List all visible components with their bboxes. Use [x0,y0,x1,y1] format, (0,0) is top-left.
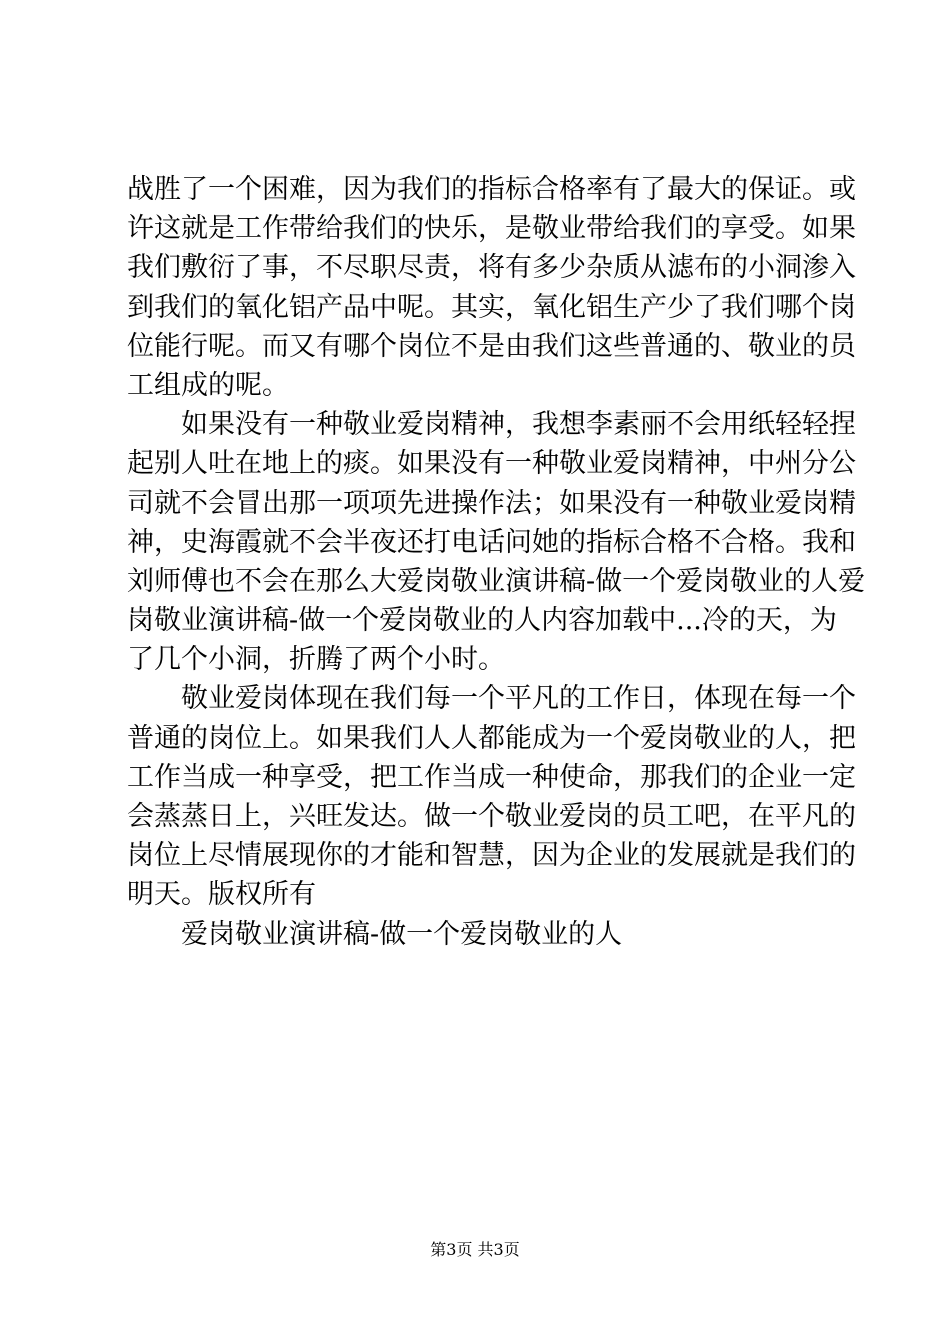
text-line: 明天。版权所有 [127,879,316,911]
text-line: 刘师傅也不会在那么大爱岗敬业演讲稿-做一个爱岗敬业的人爱 [127,565,866,597]
document-body [127,170,866,954]
text-line: 工作当成一种享受，把工作当成一种使命，那我们的企业一定 [127,761,856,793]
paragraph [127,679,856,914]
text-line: 普通的岗位上。如果我们人人都能成为一个爱岗敬业的人，把 [127,722,856,754]
text-line: 位能行呢。而又有哪个岗位不是由我们这些普通的、敬业的员 [127,330,856,362]
paragraph [127,170,856,405]
text-line: 战胜了一个困难，因为我们的指标合格率有了最大的保证。或 [127,174,856,205]
text-line: 司就不会冒出那一项项先进操作法；如果没有一种敬业爱岗精 [127,487,856,519]
text-line: 岗位上尽情展现你的才能和智慧，因为企业的发展就是我们的 [127,840,856,872]
text-line: 爱岗敬业演讲稿-做一个爱岗敬业的人 [181,918,623,950]
text-line: 会蒸蒸日上，兴旺发达。做一个敬业爱岗的员工吧，在平凡的 [127,801,856,832]
paragraph [127,915,832,954]
text-line: 敬业爱岗体现在我们每一个平凡的工作日，体现在每一个 [181,683,856,715]
text-line: 到我们的氧化铝产品中呢。其实，氧化铝生产少了我们哪个岗 [127,291,856,323]
paragraph [127,405,866,679]
text-line: 工组成的呢。 [127,369,289,401]
text-line: 如果没有一种敬业爱岗精神，我想李素丽不会用纸轻轻捏 [181,409,856,441]
text-line: 岗敬业演讲稿-做一个爱岗敬业的人内容加载中...冷的天，为 [127,605,837,637]
text-line: 许这就是工作带给我们的快乐，是敬业带给我们的享受。如果 [127,213,856,245]
text-line: 了几个小洞，折腾了两个小时。 [127,644,505,676]
text-line: 神，史海霞就不会半夜还打电话问她的指标合格不合格。我和 [127,526,856,558]
page-number: 第3页 共3页 [430,1240,520,1259]
text-line: 我们敷衍了事，不尽职尽责，将有多少杂质从滤布的小洞渗入 [127,252,856,284]
text-line: 起别人吐在地上的痰。如果没有一种敬业爱岗精神，中州分公 [127,448,856,480]
